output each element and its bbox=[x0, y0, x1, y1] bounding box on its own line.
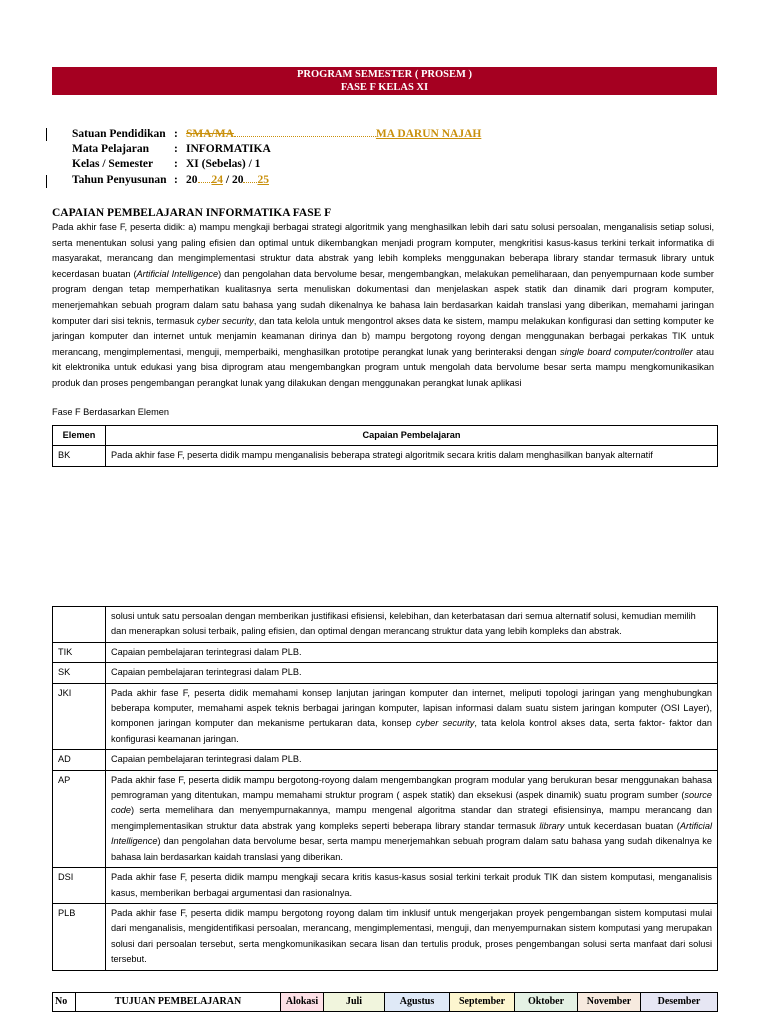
col-oktober: Oktober bbox=[515, 993, 578, 1012]
description-term: Artificial Intelligence bbox=[111, 820, 712, 847]
dotted-filler bbox=[198, 182, 212, 183]
colon: : bbox=[174, 128, 178, 140]
identity-row-kelas bbox=[72, 158, 260, 170]
element-description bbox=[106, 770, 718, 867]
element-code: AD bbox=[53, 750, 106, 770]
element-description: Pada akhir fase F, peserta didik mampu mengkaji secara kritis kasus-kasus sosial terkini terkait produk TIK dan sistem komputasi, menganalisis kasus, memberikan berbagai argumentasi dan rasionalnya. bbox=[106, 868, 718, 904]
identity-row-tahun bbox=[72, 174, 269, 186]
col-juli: Juli bbox=[324, 993, 385, 1012]
element-code: TIK bbox=[53, 642, 106, 662]
element-code: AP bbox=[53, 770, 106, 867]
dotted-filler bbox=[243, 182, 257, 183]
table-row bbox=[53, 750, 718, 770]
description-term: source code bbox=[111, 790, 712, 816]
table-row bbox=[53, 903, 718, 970]
satuan-label: Satuan Pendidikan bbox=[72, 128, 166, 140]
description-text: ) serta memelihara dan menyempurnakannya, mampu mengenal algoritma standar dan strategi efisiensinya, mampu merancang dan mengimplementasikan struktur data abstrak yang kompleks seperti beberapa library standar termasuk bbox=[111, 805, 712, 831]
elemen-table bbox=[52, 425, 718, 467]
element-description: Pada akhir fase F, peserta didik mampu menganalisis beberapa strategi algoritmik secara kritis dalam menghasilkan banyak alternatif bbox=[106, 446, 718, 466]
col-elemen: Elemen bbox=[53, 426, 106, 446]
col-agustus: Agustus bbox=[385, 993, 450, 1012]
element-description: Capaian pembelajaran terintegrasi dalam PLB. bbox=[106, 750, 718, 770]
description-text: ) dan pengolahan data bervolume besar, serta mampu menerjemahkan sebuah program dalam satu bahasa yang sudah dikenalnya ke bahasa lain berdasarkan kaidah translasi yang diberikan. bbox=[111, 836, 712, 862]
kelas-value: XI (Sebelas) / 1 bbox=[186, 158, 261, 170]
cp-paragraph bbox=[52, 220, 714, 392]
table-row bbox=[53, 607, 718, 643]
table-row bbox=[53, 770, 718, 867]
table-row bbox=[53, 446, 718, 466]
mapel-label: Mata Pelajaran bbox=[72, 143, 149, 155]
element-description: Pada akhir fase F, peserta didik mampu bergotong royong dalam tim inklusif untuk mengerjakan proyek pengembangan sistem komputasi mulai dari menganalisis, mengidentifikasi persoalan, merancang, mengimplementasi, menguji, dan menyempurnakan sistem komputasi yang merupakan solusi dari persoalan tersebut, serta mengkomunikasikan secara lisan dan tertulis produk, proses pengembangan solusi serta manfaat dari solusi tersebut. bbox=[106, 903, 718, 970]
tahun-end: 25 bbox=[257, 174, 269, 186]
col-no: No bbox=[53, 993, 76, 1012]
element-description: Capaian pembelajaran terintegrasi dalam PLB. bbox=[106, 663, 718, 683]
element-description: solusi untuk satu persoalan dengan memberikan justifikasi efisiensi, kelebihan, dan keterbatasan dari semua alternatif solusi, kemudian memilih dan menerapkan solusi terbaik, paling efisien, dan optimal dengan merancang struktur data yang lebih kompleks dan abstrak. bbox=[106, 607, 718, 643]
cp-text: , dan tata kelola untuk mengontrol akses data ke sistem, mampu melakukan konfigurasi dan setting komputer ke jaringan komputer dan internet untuk menjamin keamanan dirinya dan b) mampu bergotong royong dengan menggunakan berbagai perkakas TIK untuk merancang, mengimplementasi, menguji, memperbaiki, menghasilkan prototipe perangkat lunak yang berinteraksi dengan bbox=[52, 315, 714, 357]
tahun-label: Tahun Penyusunan bbox=[72, 174, 167, 186]
prosem-table bbox=[52, 992, 718, 1012]
colon: : bbox=[174, 174, 178, 186]
satuan-struck-value: SMA/MA bbox=[186, 128, 234, 140]
description-text: untuk kecerdasan buatan ( bbox=[564, 820, 680, 831]
revision-mark bbox=[46, 175, 47, 188]
satuan-value: MA DARUN NAJAH bbox=[375, 128, 482, 140]
colon: : bbox=[174, 143, 178, 155]
element-code: JKI bbox=[53, 683, 106, 750]
identity-row-satuan bbox=[72, 128, 481, 140]
col-alokasi: Alokasi bbox=[281, 993, 324, 1012]
document-title: PROGRAM SEMESTER ( PROSEM ) bbox=[296, 69, 472, 80]
cp-text: Pada akhir fase F, peserta didik: a) mampu mengkaji berbagai strategi algoritmik yang menghasilkan lebih dari satu solusi persoalan, menganalisis setiap solusi, serta menentukan solusi yang paling efisien dan optimal untuk dikembangkan menjadi program komputer, mengkritisi kasus-kasus terkini terkait informatika di masyarakat, merancang dan mengimplementasi struktur data abstrak yang lebih kompleks menggunakan beberapa library standar termasuk library untuk kecerdasan buatan ( bbox=[52, 222, 714, 279]
mapel-value: INFORMATIKA bbox=[186, 143, 271, 155]
cp-heading: CAPAIAN PEMBELAJARAN INFORMATIKA FASE F bbox=[52, 207, 332, 219]
kelas-label: Kelas / Semester bbox=[72, 158, 154, 170]
colon: : bbox=[174, 158, 178, 170]
table-header-row bbox=[53, 993, 718, 1012]
cp-term: single board computer/controller bbox=[560, 346, 693, 357]
table-row bbox=[53, 683, 718, 750]
description-text: Pada akhir fase F, peserta didik mampu bergotong-royong dalam mengembangkan program modular yang berukuran besar menggunakan bahasa pemrograman yang ditentukan, mampu memahami struktur program ( aspek statik) dan eksekusi (aspek dinamik) suatu program sumber ( bbox=[111, 774, 712, 801]
element-code: PLB bbox=[53, 903, 106, 970]
col-tujuan: TUJUAN PEMBELAJARAN bbox=[76, 993, 281, 1012]
col-capaian: Capaian Pembelajaran bbox=[106, 426, 718, 446]
cp-text: atau kit elektronika untuk edukasi yang bisa diprogram atau mengembangkan program untuk mengolah data bervolume besar serta mampu mengkomunikasikan produk dan proses pengembangan perangkat lunak yang dilakukan dengan menggunakan perangkat lunak aplikasi bbox=[52, 346, 715, 388]
element-code bbox=[53, 607, 106, 643]
table-header-row bbox=[53, 426, 718, 446]
elemen-table-continued bbox=[52, 606, 718, 971]
tahun-start: 24 bbox=[211, 174, 223, 186]
element-code: DSI bbox=[53, 868, 106, 904]
description-text: , tata kelola kontrol akses data, serta faktor- faktor dan konfigurasi keamanan jaringan. bbox=[111, 718, 712, 744]
table-row bbox=[53, 663, 718, 683]
identity-row-mapel bbox=[72, 143, 271, 155]
document-title-banner bbox=[52, 67, 717, 95]
document-subtitle: FASE F KELAS XI bbox=[340, 82, 429, 93]
description-text: Pada akhir fase F, peserta didik memahami konsep lanjutan jaringan komputer dan internet, meliputi topologi jaringan yang menghubungkan beberapa komputer, memahami aspek teknis berbagai jaringan komputer, lapisan informasi dalam suatu sistem jaringan komputer (OSI Layer), komponen jaringan komputer dan mekanisme pertukaran data, konsep bbox=[111, 687, 712, 729]
col-november: November bbox=[578, 993, 641, 1012]
element-description bbox=[106, 683, 718, 750]
table-row bbox=[53, 642, 718, 662]
description-term: cyber security bbox=[415, 718, 475, 729]
element-code: BK bbox=[53, 446, 106, 466]
element-code: SK bbox=[53, 663, 106, 683]
table-row bbox=[53, 868, 718, 904]
col-september: September bbox=[450, 993, 515, 1012]
cp-term: Artificial Intelligence bbox=[136, 268, 219, 279]
tahun-prefix: 20 bbox=[186, 174, 198, 186]
fase-label: Fase F Berdasarkan Elemen bbox=[52, 407, 169, 417]
revision-mark bbox=[46, 128, 47, 141]
description-term: library bbox=[539, 820, 565, 831]
cp-text: ) dan pengolahan data bervolume besar, mengembangkan, melakukan pemeliharaan, dan penyempurnaan kode sumber program dengan tetap memperhatikan kualitasnya serta menuliskan dokumentasi dan menjelaskan aspek statik dan dinamik dari program komputer, menerjemahkan sebuah program dalam satu bahasa yang sudah dikenalnya ke bahasa lain berdasarkan kaidah translasi yang diberikan, memahami jaringan komputer dari sisi teknis, termasuk bbox=[52, 268, 714, 326]
col-desember: Desember bbox=[641, 993, 718, 1012]
cp-term: cyber security bbox=[196, 315, 254, 326]
dotted-filler bbox=[234, 136, 376, 137]
element-description: Capaian pembelajaran terintegrasi dalam PLB. bbox=[106, 642, 718, 662]
tahun-separator: / 20 bbox=[223, 174, 244, 186]
